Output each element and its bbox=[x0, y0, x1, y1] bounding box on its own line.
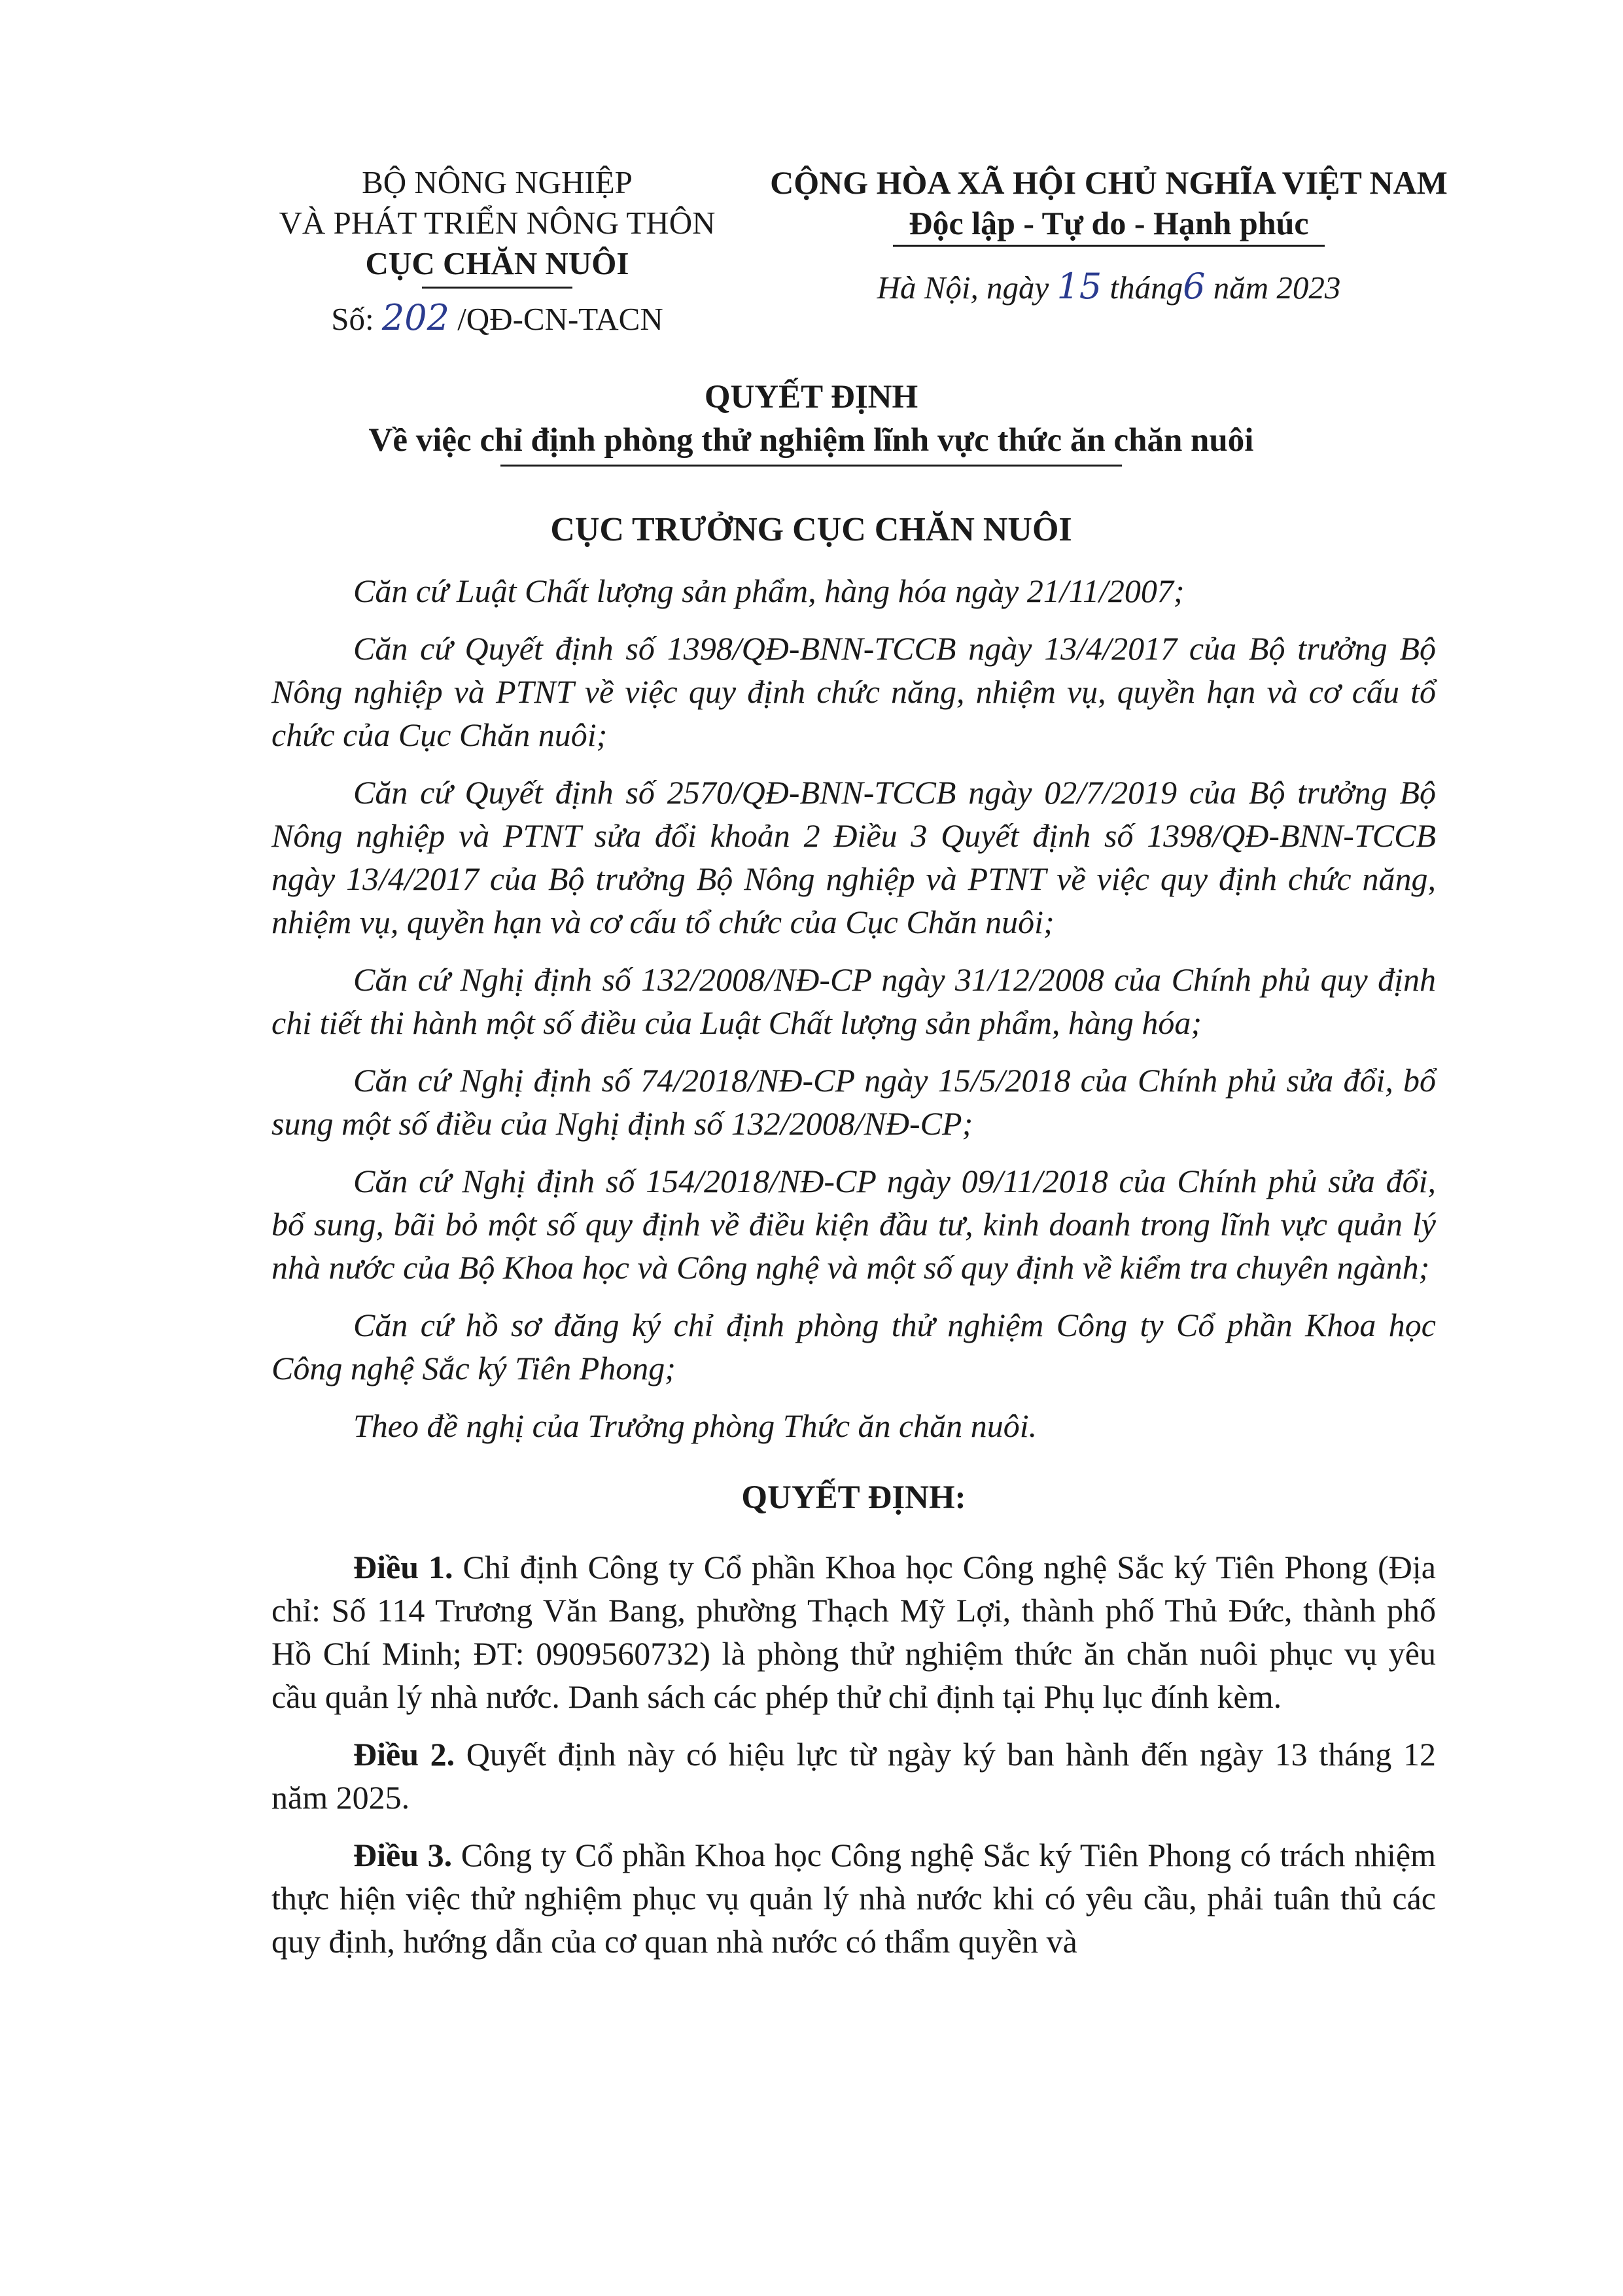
date-month-label: tháng bbox=[1109, 270, 1183, 306]
article-3 bbox=[271, 1833, 1436, 1963]
issuing-agency-block bbox=[249, 162, 746, 340]
title-block bbox=[131, 376, 1492, 467]
issue-date bbox=[739, 266, 1478, 308]
article-2-text: Quyết định này có hiệu lực từ ngày ký ban hành đến ngày 13 tháng 12 năm 2025. bbox=[271, 1736, 1437, 1816]
decision-heading: QUYẾT ĐỊNH: bbox=[741, 1479, 966, 1516]
date-prefix: Hà Nội, ngày bbox=[877, 270, 1049, 306]
motto: Độc lập - Tự do - Hạnh phúc bbox=[909, 205, 1309, 241]
document-body bbox=[271, 569, 1436, 1977]
date-year: năm 2023 bbox=[1213, 270, 1341, 306]
article-3-label: Điều 3. bbox=[353, 1837, 453, 1873]
legal-basis-3: Căn cứ Quyết định số 2570/QĐ-BNN-TCCB ngày 02/7/2019 của Bộ trưởng Bộ Nông nghiệp và PTNT sửa đổi khoản 2 Điều 3 Quyết định số 1398/QĐ-BNN-TCCB ngày 13/4/2017 của Bộ trưởng Bộ Nông nghiệp và PTNT về việc quy định chức năng, nhiệm vụ, quyền hạn và cơ cấu tổ chức của Cục Chăn nuôi; bbox=[271, 774, 1436, 940]
document-number-prefix: Số: bbox=[331, 301, 374, 337]
authority-heading: CỤC TRƯỞNG CỤC CHĂN NUÔI bbox=[550, 511, 1072, 548]
document-number-suffix: /QĐ-CN-TACN bbox=[457, 301, 663, 337]
article-3-text: Công ty Cổ phần Khoa học Công nghệ Sắc ký Tiên Phong có trách nhiệm thực hiện việc thử nghiệm phục vụ quản lý nhà nước khi có yêu cầu, phải tuân thủ các quy định, hướng dẫn của cơ quan nhà nước có thẩm quyền và bbox=[271, 1837, 1437, 1960]
document-title: QUYẾT ĐỊNH bbox=[704, 379, 918, 415]
date-day-handwritten: 15 bbox=[1056, 266, 1102, 307]
document-number-handwritten: 202 bbox=[381, 297, 449, 338]
article-2-label: Điều 2. bbox=[353, 1736, 455, 1773]
document-subtitle: Về việc chỉ định phòng thử nghiệm lĩnh vực thức ăn chăn nuôi bbox=[368, 422, 1254, 459]
subtitle-underline bbox=[500, 465, 1122, 467]
ministry-name-line2: VÀ PHÁT TRIỂN NÔNG THÔN bbox=[279, 205, 716, 241]
country-name: CỘNG HÒA XÃ HỘI CHỦ NGHĨA VIỆT NAM bbox=[770, 164, 1448, 201]
article-1-text: Chỉ định Công ty Cổ phần Khoa học Công nghệ Sắc ký Tiên Phong (Địa chỉ: Số 114 Trương Văn Bang, phường Thạch Mỹ Lợi, thành phố Thủ Đức, thành phố Hồ Chí Minh; ĐT: 0909560732) là phòng thử nghiệm thức ăn chăn nuôi phục vụ yêu cầu quản lý nhà nước. Danh sách các phép thử chỉ định tại Phụ lục đính kèm. bbox=[271, 1549, 1436, 1715]
motto-underline bbox=[893, 245, 1325, 247]
legal-basis-4: Căn cứ Nghị định số 132/2008/NĐ-CP ngày 31/12/2008 của Chính phủ quy định chi tiết thi hành một số điều của Luật Chất lượng sản phẩm, hàng hóa; bbox=[271, 961, 1436, 1041]
date-month-handwritten: 6 bbox=[1183, 266, 1206, 307]
legal-basis-5: Căn cứ Nghị định số 74/2018/NĐ-CP ngày 15/5/2018 của Chính phủ sửa đổi, bổ sung một số điều của Nghị định số 132/2008/NĐ-CP; bbox=[271, 1062, 1436, 1142]
article-1 bbox=[271, 1545, 1436, 1718]
legal-basis-6: Căn cứ Nghị định số 154/2018/NĐ-CP ngày 09/11/2018 của Chính phủ sửa đổi, bổ sung, bãi bỏ một số quy định về điều kiện đầu tư, kinh doanh trong lĩnh vực quản lý nhà nước của Bộ Khoa học và Công nghệ và một số quy định về kiểm tra chuyên ngành; bbox=[271, 1163, 1436, 1286]
legal-basis-1: Căn cứ Luật Chất lượng sản phẩm, hàng hóa ngày 21/11/2007; bbox=[353, 573, 1185, 609]
legal-basis-2: Căn cứ Quyết định số 1398/QĐ-BNN-TCCB ngày 13/4/2017 của Bộ trưởng Bộ Nông nghiệp và PTNT về việc quy định chức năng, nhiệm vụ, quyền hạn và cơ cấu tổ chức của Cục Chăn nuôi; bbox=[271, 630, 1436, 753]
department-name: CỤC CHĂN NUÔI bbox=[365, 245, 629, 281]
article-2 bbox=[271, 1733, 1436, 1819]
legal-basis-8: Theo đề nghị của Trưởng phòng Thức ăn chăn nuôi. bbox=[353, 1407, 1038, 1444]
national-motto-block bbox=[739, 162, 1478, 308]
department-underline bbox=[422, 287, 572, 289]
legal-basis-7: Căn cứ hồ sơ đăng ký chỉ định phòng thử nghiệm Công ty Cổ phần Khoa học Công nghệ Sắc ký Tiên Phong; bbox=[271, 1307, 1436, 1386]
ministry-name-line1: BỘ NÔNG NGHIỆP bbox=[362, 164, 633, 200]
article-1-label: Điều 1. bbox=[353, 1549, 453, 1585]
document-number bbox=[249, 298, 746, 340]
